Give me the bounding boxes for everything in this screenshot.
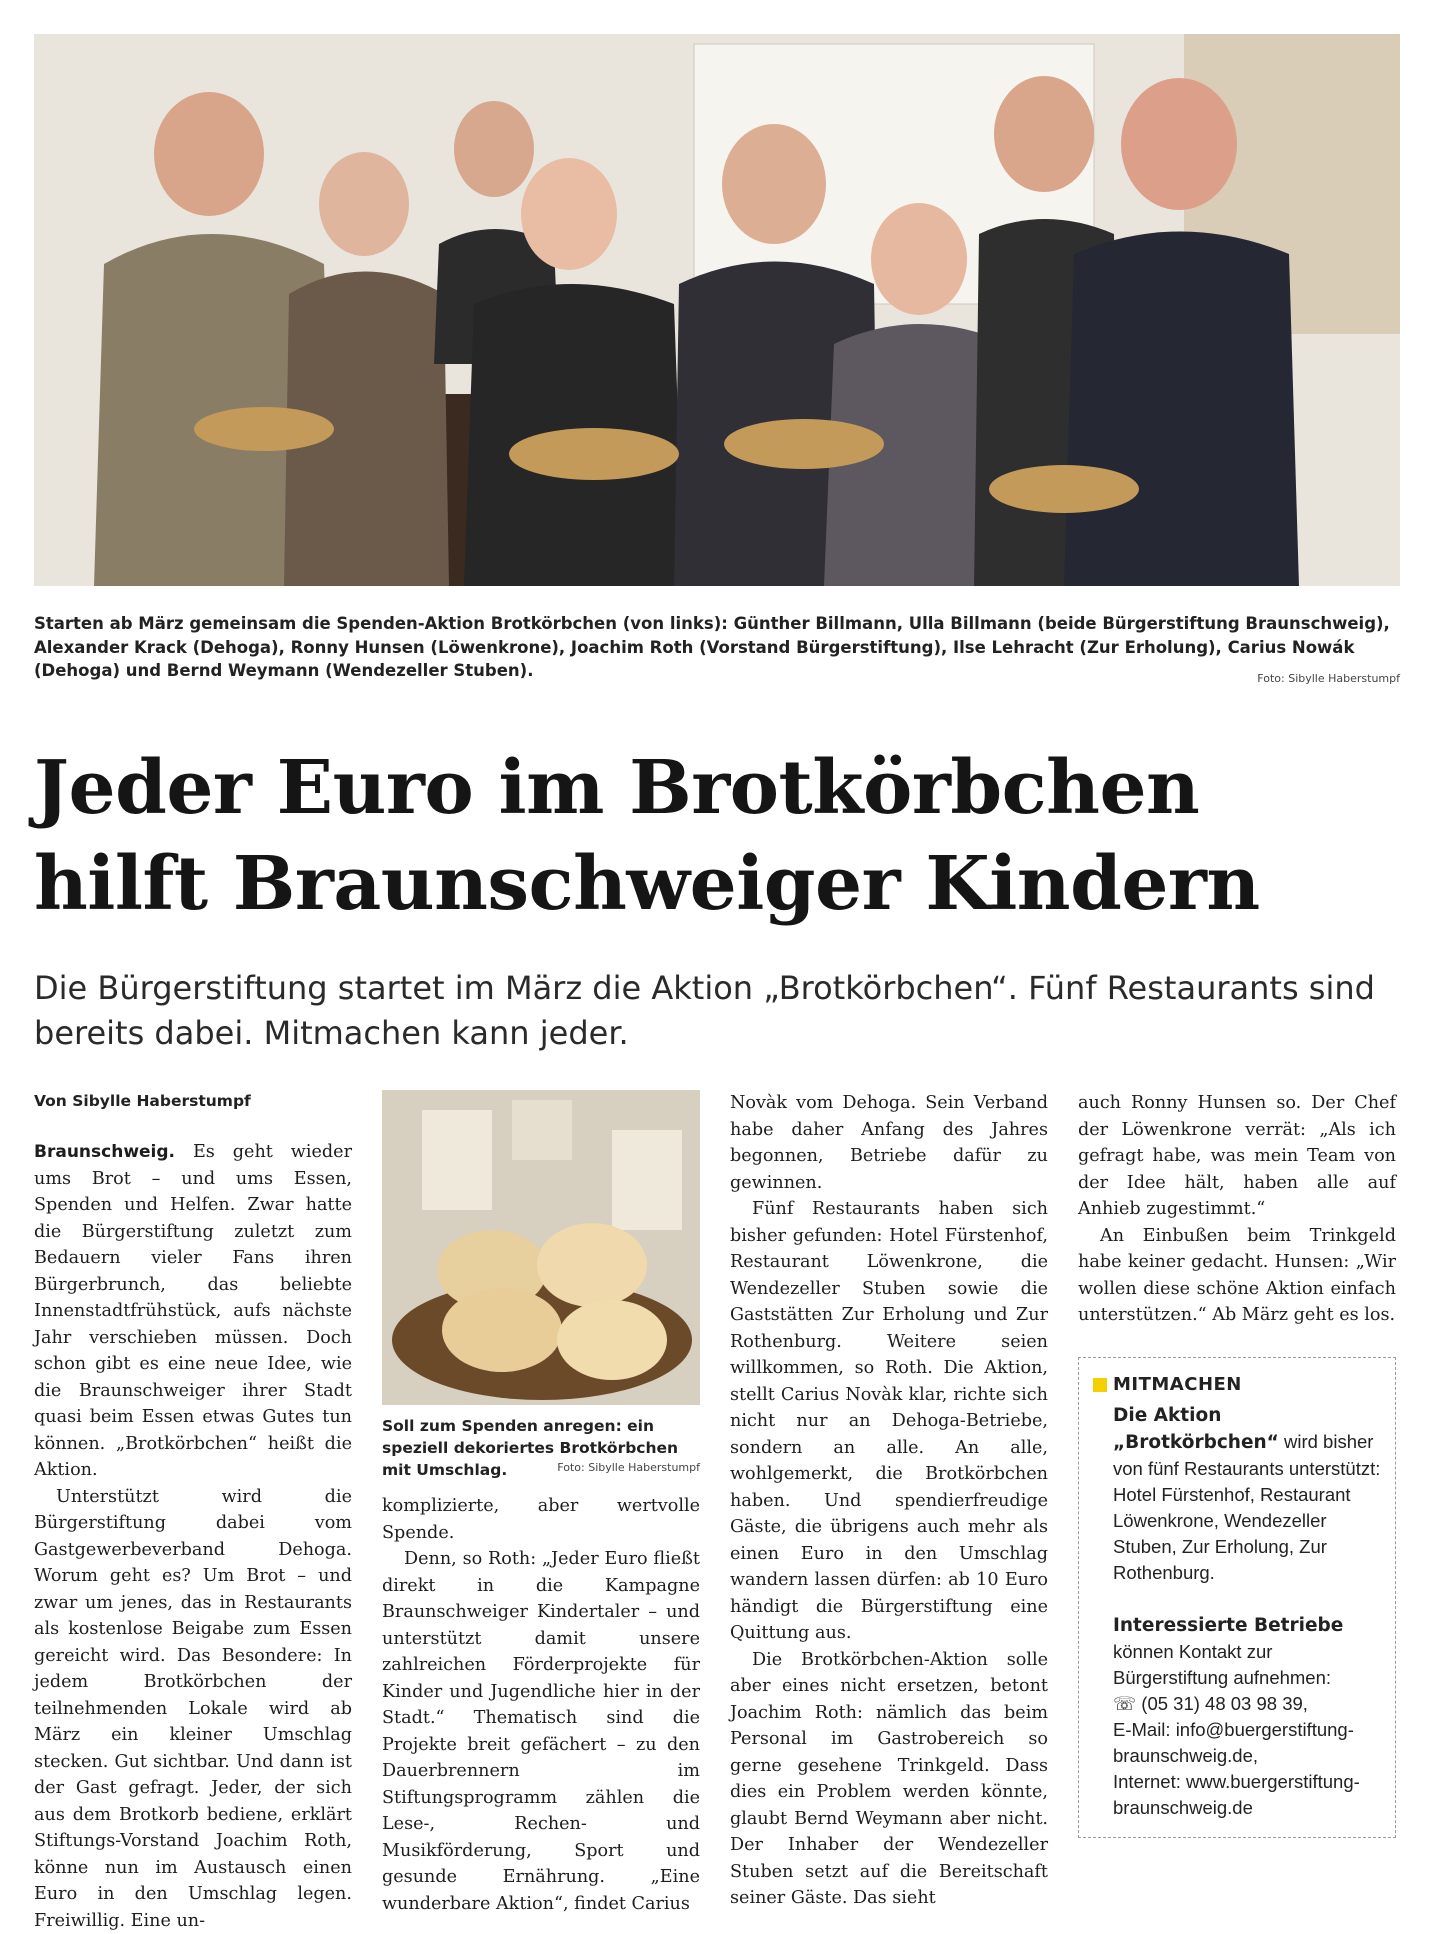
info-box-paragraph xyxy=(1113,1612,1381,1821)
article-column-2 xyxy=(382,1090,700,1917)
yellow-square-icon xyxy=(1093,1378,1107,1392)
article-column-4 xyxy=(1078,1090,1396,1838)
email-address: E-Mail: info@buergerstiftung-braunschweig.de, xyxy=(1113,1719,1354,1766)
article-paragraph: Die Brotkörbchen-Aktion solle aber eines nicht ersetzen, betont Joachim Roth: nämlich das beim Personal im Gastrobereich so gerne gesehene Trinkgeld. Dass dies ein Problem werden könnte, glaubt Bernd Weymann aber nicht. Der Inhaber der Wendezeller Stuben setzt auf die Bereitschaft seiner Gäste. Das sieht xyxy=(730,1647,1048,1912)
article-paragraph xyxy=(34,1139,352,1484)
info-box-bold: Die Aktion „Brotkörbchen“ xyxy=(1113,1405,1279,1453)
inset-caption xyxy=(382,1415,700,1481)
paragraph-text: Es geht wieder ums Brot – und ums Essen, Spenden und Helfen. Zwar hatte die Bürgerstiftung zuletzt zum Bedauern vieler Fans ihren Bürgerbrunch, das beliebte Innenstadtfrühstück, aufs nächste Jahr verschieben müssen. Doch schon gibt es eine neue Idee, wie die Braunschweiger ihrer Stadt quasi beim Essen etwas Gutes tun können. „Brotkörbchen“ heißt die Aktion. xyxy=(34,1142,352,1480)
website-address: Internet: www.buergerstiftung-braunschweig.de xyxy=(1113,1771,1360,1818)
byline: Von Sibylle Haberstumpf xyxy=(34,1090,352,1112)
inset-credit: Foto: Sibylle Haberstumpf xyxy=(557,1457,700,1479)
info-box-paragraph xyxy=(1113,1402,1381,1586)
column-2-text xyxy=(382,1493,700,1917)
article-paragraph: Unterstützt wird die Bürgerstiftung dabei vom Gastgewerbeverband Dehoga. Worum geht es? Um Brot – und zwar um jenes, das in Restaurants als kostenlose Beigabe zum Essen gereicht wird. Das Besondere: In jedem Brotkörbchen der teilnehmenden Lokale wird ab März ein kleiner Umschlag stecken. Gut sichtbar. Und dann ist der Gast gefragt. Jeder, der sich aus dem Brotkorb bediene, erklärt Stiftungs-Vorstand Joachim Roth, könne nun im Austausch einen Euro in den Umschlag legen. Freiwillig. Eine un- xyxy=(34,1484,352,1934)
bread-basket-illustration xyxy=(382,1090,700,1405)
info-box xyxy=(1078,1357,1396,1838)
headline-line-2: hilft Braunschweiger Kindern xyxy=(34,841,1260,927)
phone-number: (05 31) 48 03 98 39, xyxy=(1136,1693,1308,1714)
info-box-text: wird bisher von fünf Restaurants unterstützt: Hotel Fürstenhof, Restaurant Löwenkrone, Wendezeller Stuben, Zur Erholung, Zur Rothenburg. xyxy=(1113,1431,1380,1583)
headline xyxy=(34,740,1400,932)
bread-basket-photo xyxy=(382,1090,700,1405)
info-box-title-text: MITMACHEN xyxy=(1113,1372,1242,1398)
article-paragraph: komplizierte, aber wertvolle Spende. xyxy=(382,1493,700,1546)
article-column-3 xyxy=(730,1090,1048,1912)
info-box-title xyxy=(1093,1372,1381,1398)
article-paragraph: auch Ronny Hunsen so. Der Chef der Löwenkrone verrät: „Als ich gefragt habe, was mein Team von der Idee hält, haben alle auf Anhieb zugestimmt.“ xyxy=(1078,1090,1396,1223)
article-paragraph: An Einbußen beim Trinkgeld habe keiner gedacht. Hunsen: „Wir wollen diese schöne Aktion einfach unterstützen.“ Ab März geht es los. xyxy=(1078,1223,1396,1329)
photo-caption: Starten ab März gemeinsam die Spenden-Aktion Brotkörbchen (von links): Günther Billmann, Ulla Billmann (beide Bürgerstiftung Braunschweig), Alexander Krack (Dehoga), Ronny Hunsen (Löwenkrone), Joachim Roth (Vorstand Bürgerstiftung), Ilse Lehracht (Zur Erholung), Carius Nowák (Dehoga) und Bernd Weymann (Wendezeller Stuben). xyxy=(34,612,1400,683)
phone-icon: ☏ xyxy=(1113,1693,1136,1714)
article-paragraph: Denn, so Roth: „Jeder Euro fließt direkt in die Kampagne Braunschweiger Kindertaler – und unterstützt damit unsere zahlreichen Förderprojekte für Kinder und Jugendliche hier in der Stadt.“ Thematisch sind die Projekte breit gefächert – zu den Dauerbrennern im Stiftungsprogramm zählen die Lese-, Rechen- und Musikförderung, Sport und gesunde Ernährung. „Eine wunderbare Aktion“, findet Carius xyxy=(382,1546,700,1917)
article-column-1 xyxy=(34,1090,352,1934)
info-box-bold: Interessierte Betriebe xyxy=(1113,1615,1343,1636)
group-photo-illustration xyxy=(34,34,1400,586)
article-paragraph: Novàk vom Dehoga. Sein Verband habe daher Anfang des Jahres begonnen, Betriebe dafür zu gewinnen. xyxy=(730,1090,1048,1196)
group-photo xyxy=(34,34,1400,586)
headline-line-1: Jeder Euro im Brotkörbchen xyxy=(34,745,1199,831)
inset-caption-text: Soll zum Spenden anregen: ein speziell dekoriertes Brotkörbchen mit Umschlag. xyxy=(382,1417,678,1479)
dateline: Braunschweig. xyxy=(34,1142,175,1162)
subheadline: Die Bürgerstiftung startet im März die Aktion „Brotkörbchen“. Fünf Restaurants sind bereits dabei. Mitmachen kann jeder. xyxy=(34,966,1400,1056)
info-box-text: können Kontakt zur Bürgerstiftung aufnehmen: xyxy=(1113,1641,1331,1688)
article-paragraph: Fünf Restaurants haben sich bisher gefunden: Hotel Fürstenhof, Restaurant Löwenkrone, die Wendezeller Stuben sowie die Gaststätten Zur Erholung und Zur Rothenburg. Weitere seien willkommen, so Roth. Die Aktion, stellt Carius Novàk klar, richte sich nicht nur an Dehoga-Betriebe, sondern an alle. An alle, wohlgemerkt, die Brotkörbchen haben. Und spendierfreudige Gäste, die übrigens auch mehr als einen Euro in den Umschlag wandern lassen dürfen: ab 10 Euro händigt die Bürgerstiftung eine Quittung aus. xyxy=(730,1196,1048,1647)
photo-credit: Foto: Sibylle Haberstumpf xyxy=(1257,672,1400,685)
